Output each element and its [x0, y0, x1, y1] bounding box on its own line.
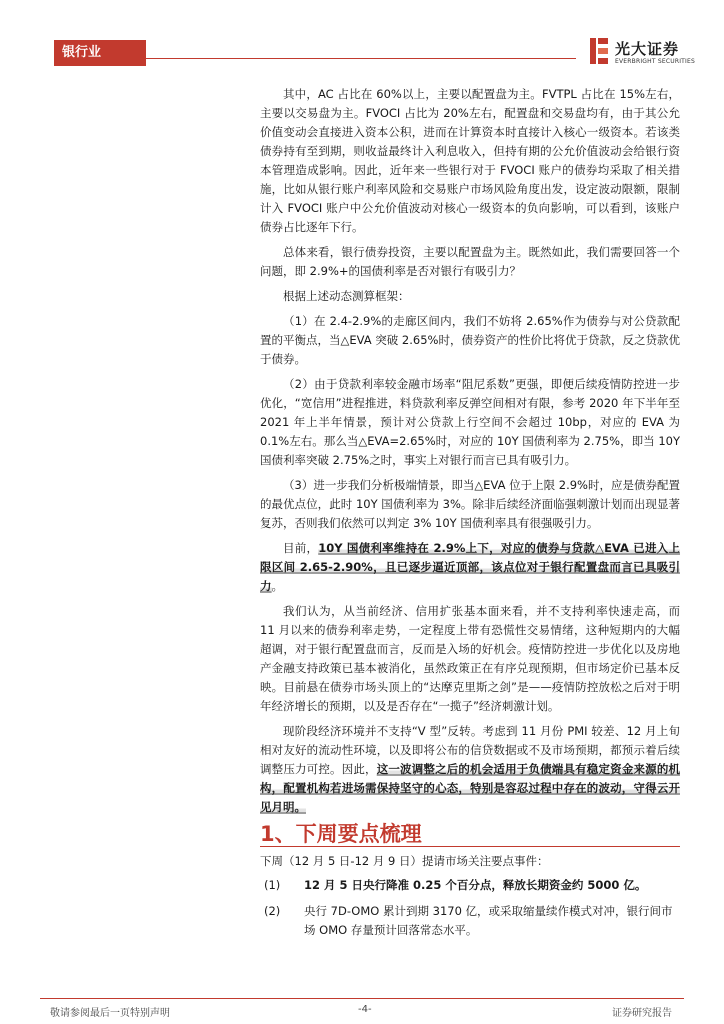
- paragraph-current-rate: [260, 539, 680, 596]
- paragraph-point-2: （2）由于贷款利率较金融市场率“阻尼系数”更强，即便后续疫情防控进一步优化，“宽信用”进程推进，料贷款利率反弹空间相对有限，参考 2020 年下半年至 2021 年上半年情景，预计对公贷款上行空间不会超过 10bp，对应的 EVA 为 0.1%左右。那么当△EVA=2.65%时，对应的 10Y 国债利率为 2.75%，即当 10Y 国债利率突破 2.75%之时，事实上对银行而言已具有吸引力。: [260, 377, 680, 467]
- logo-subtitle: EVERBRIGHT SECURITIES: [615, 58, 695, 65]
- company-logo: [588, 36, 695, 70]
- logo-name: 光大证券: [615, 40, 680, 58]
- section-title: 1、下周要点梳理: [260, 822, 422, 846]
- event-number: (1): [264, 878, 281, 892]
- current-rate-end: 。: [271, 579, 283, 593]
- paragraph-view: 我们认为，从当前经济、信用扩张基本面来看，并不支持利率快速走高，而 11 月以来的债券利率走势，一定程度上带有恐慌性交易情绪，这种短期内的大幅超调，对于银行配置盘而言，反而是入场的好机会。疫情防控进一步优化以及房地产金融支持政策已基本被消化，虽然政策正在有序兑现预期，但市场定价已基本反映。目前悬在债券市场头顶上的“达摩克里斯之剑”是——疫情防控放松之后对于明年经济增长的预期，以及是否存在“一揽子”经济刺激计划。: [260, 604, 680, 713]
- outlook-highlight: 这一波调整之后的机会适用于负债端具有稳定资金来源的机构，配置机构若进场需保持坚守的心态，特别是容忍过程中存在的波动，守得云开见月明。: [260, 762, 681, 814]
- page-number: -4-: [358, 1004, 372, 1015]
- event-text: 央行 7D-OMO 累计到期 3170 亿，或采取缩量续作模式对冲，银行间市场 OMO 存量预计回落常态水平。: [304, 904, 673, 937]
- industry-tag: 银行业: [54, 40, 146, 66]
- event-item: [260, 876, 680, 895]
- paragraph-point-3: （3）进一步我们分析极端情景，即当△EVA 位于上限 2.9%时，应是债券配置的最优点位，此时 10Y 国债利率为 3%。除非后续经济面临强刺激计划而出现显著复苏，否则我们依然可以判定 3% 10Y 国债利率具有很强吸引力。: [260, 478, 680, 530]
- paragraph-point-1: （1）在 2.4-2.9%的走廊区间内，我们不妨将 2.65%作为债券与对公贷款配置的平衡点，当△EVA 突破 2.65%时，债券资产的性价比将优于贷款，反之贷款优于债券。: [260, 314, 680, 366]
- paragraph-outlook: [260, 722, 680, 817]
- footer-rule: [40, 998, 684, 999]
- footer-disclaimer: 敬请参阅最后一页特别声明: [50, 1008, 170, 1019]
- paragraph-summary: 总体来看，银行债券投资，主要以配置盘为主。既然如此，我们需要回答一个问题，即 2.9%+的国债利率是否对银行有吸引力？: [260, 245, 680, 278]
- paragraph-framework: 根据上述动态测算框架：: [283, 289, 410, 303]
- report-body: [260, 85, 680, 823]
- current-rate-highlight: 10Y 国债利率维持在 2.9%上下，对应的债券与贷款△EVA 已进入上限区间 2.65-2.90%，且已逐步逼近顶部，该点位对于银行配置盘而言已具吸引力: [260, 541, 681, 593]
- section-rule: [260, 846, 680, 847]
- page-footer: [40, 1004, 684, 1018]
- section-intro: 下周（12 月 5 日-12 月 9 日）提请市场关注要点事件：: [260, 854, 549, 868]
- everbright-logo-icon: [588, 36, 610, 66]
- paragraph-fvoci: 其中，AC 占比在 60%以上，主要以配置盘为主。FVTPL 占比在 15%左右，主要以交易盘为主。FVOCI 占比为 20%左右，配置盘和交易盘均有，由于其公允价值变动会直接进入资本公积，进而在计算资本时直接计入核心一级资本。若该类债券持有至到期，则收益最终计入利息收入，但持有期的公允价值波动会给银行资本管理造成影响。因此，近年来一些银行对于 FVOCI 账户的债券均采取了相关措施，比如从银行账户利率风险和交易账户市场风险角度出发，设定波动限额，限制计入 FVOCI 账户中公允价值波动对核心一级资本的负向影响，可以看到，该账户债券占比逐年下行。: [260, 87, 680, 234]
- event-text: 12 月 5 日央行降准 0.25 个百分点，释放长期资金约 5000 亿。: [304, 878, 647, 892]
- current-rate-lead: 目前，: [283, 541, 319, 555]
- header-rule: [146, 58, 576, 59]
- footer-report-type: 证券研究报告: [612, 1008, 672, 1019]
- event-item: [260, 902, 680, 940]
- event-number: (2): [264, 904, 281, 918]
- outlook-lead: 现阶段经济环境并不支持“V 型”反转。考虑到 11 月份 PMI 较差、12 月上旬相对友好的流动性环境，以及即将公布的信贷数据或不及市场预期，都预示着后续调整压力可控。因此，: [260, 724, 680, 776]
